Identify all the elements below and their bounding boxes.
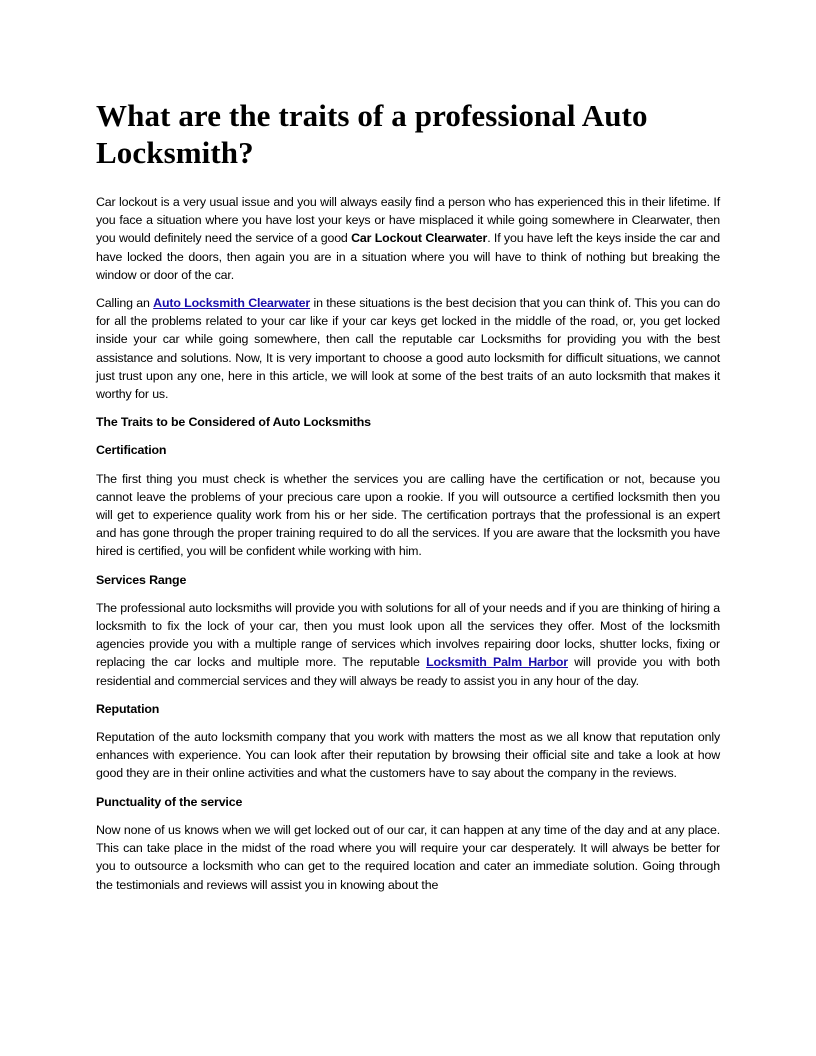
calling-text-start: Calling an bbox=[96, 296, 154, 311]
car-lockout-bold-text: Car Lockout Clearwater bbox=[351, 231, 488, 246]
services-text-end: will provide you with both residential and commercial services and they will always be ready to assist you in any hour of the day. bbox=[96, 655, 721, 688]
traits-heading: The Traits to be Considered of Auto Locksmiths bbox=[96, 415, 371, 430]
reputation-heading: Reputation bbox=[96, 701, 160, 716]
auto-locksmith-clearwater-link[interactable]: Auto Locksmith Clearwater bbox=[153, 296, 311, 311]
certification-paragraph: The first thing you must check is whether the services you are calling have the certification or not, because you cannot leave the problems of your precious care upon a rookie. If you will outsource a certified locksmith then you will get to experience quality work from his or her side. The certification portrays that the professional is an expert and has gone through the proper training required to do all the services. If you are aware that the locksmith you have hired is certified, you will be confident while working with him. bbox=[96, 471, 720, 559]
calling-text-end: in these situations is the best decision that you can think of. This you can do for all the problems related to your car like if your car keys get locked in the middle of the road, or, you get locked inside your car while going somewhere, then call the reputable car Locksmiths for providing you with the best assistance and solutions. Now, It is very important to choose a good auto locksmith for difficult situations, we cannot just trust upon any one, here in this article, we will look at some of the best traits of an auto locksmith that makes it worthy for us. bbox=[96, 296, 720, 402]
services-range-paragraph bbox=[96, 599, 720, 690]
page-title: What are the traits of a professional Auto Locksmith? bbox=[96, 98, 648, 170]
reputation-paragraph: Reputation of the auto locksmith company that you work with matters the most as we all know that reputation only enhances with experience. You can look after their reputation by browsing their official site and take a look at how good they are in their online activities and what the customers have to say about the company in the reviews. bbox=[96, 730, 720, 781]
calling-paragraph bbox=[96, 294, 720, 403]
certification-heading: Certification bbox=[96, 443, 167, 458]
intro-paragraph bbox=[96, 193, 720, 284]
locksmith-palm-harbor-link[interactable]: Locksmith Palm Harbor bbox=[426, 655, 568, 670]
document-page bbox=[96, 97, 720, 904]
services-range-heading: Services Range bbox=[96, 572, 187, 587]
intro-text-end: . If you have left the keys inside the car and have locked the doors, then again you are in a situation where you will have to think of nothing but breaking the window or door of the car. bbox=[96, 231, 720, 282]
intro-text-start: Car lockout is a very usual issue and you will always easily find a person who has experienced this in their lifetime. If you face a situation where you have lost your keys or have misplaced it while going somewhere in Clearwater, then you would definitely need the service of a good bbox=[96, 195, 720, 246]
services-text-start: The professional auto locksmiths will provide you with solutions for all of your needs and if you are thinking of hiring a locksmith to fix the lock of your car, then you must look upon all the services they offer. Most of the locksmith agencies provide you with a multiple range of services which involves repairing door locks, shutter locks, fixing or replacing the car locks and multiple more. The reputable bbox=[96, 600, 720, 670]
punctuality-paragraph: Now none of us knows when we will get locked out of our car, it can happen at any time of the day and at any place. This can take place in the midst of the road where you will require your car desperately. It will always be better for you to outsource a locksmith who can get to the required location and cater an immediate solution. Going through the testimonials and reviews will assist you in knowing about the bbox=[96, 822, 720, 892]
punctuality-heading: Punctuality of the service bbox=[96, 794, 243, 809]
